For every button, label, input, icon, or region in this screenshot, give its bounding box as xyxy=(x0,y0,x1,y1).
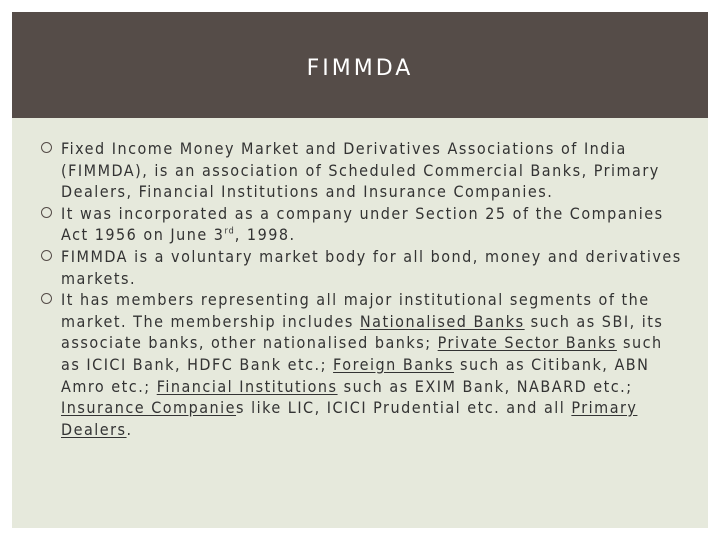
bullet-text: It was incorporated as a company under Section 25 of the Companies Act 1956 on June 3 xyxy=(61,203,664,245)
link-nationalised-banks[interactable]: Nationalised Banks xyxy=(359,311,525,331)
link-foreign-banks[interactable]: Foreign Banks xyxy=(333,354,454,374)
slide-title: FIMMDA xyxy=(306,56,414,81)
circle-bullet-icon xyxy=(41,293,52,304)
link-private-sector-banks[interactable]: Private Sector Banks xyxy=(437,333,617,353)
link-insurance-companies[interactable]: Insurance Companie xyxy=(61,398,237,418)
bullet-text: such as ICICI Bank, HDFC Bank etc.; xyxy=(61,333,663,374)
bullet-text-end: . xyxy=(126,419,133,439)
bullet-text-intro: It has members representing all major institutional segments of the market. The membership includes xyxy=(61,290,650,331)
bullet-text: s like LIC, ICICI Prudential etc. and all xyxy=(236,398,572,418)
bullet-item-members xyxy=(46,289,686,440)
bullet-item-incorporation xyxy=(46,203,686,246)
title-bar xyxy=(12,12,708,118)
circle-bullet-icon xyxy=(41,207,52,218)
link-financial-institutions[interactable]: Financial Institutions xyxy=(156,376,338,396)
bullet-text: such as SBI, its associate banks, other nationalised banks; xyxy=(61,311,664,353)
date-ordinal-suffix: rd xyxy=(224,227,235,238)
bullet-text: such as Citibank, ABN Amro etc.; xyxy=(61,354,650,396)
circle-bullet-icon xyxy=(41,142,52,153)
slide xyxy=(12,12,708,528)
bullet-list xyxy=(46,138,686,440)
bullet-item-fimmda-definition xyxy=(46,138,686,203)
bullet-text-end: , 1998. xyxy=(234,225,296,245)
bullet-text: FIMMDA is a voluntary market body for all bond, money and derivatives markets. xyxy=(61,246,682,288)
bullet-text: Fixed Income Money Market and Derivatives Associations of India (FIMMDA), is an association of Scheduled Commercial Banks, Primary Dealers, Financial Institutions and Insurance Companies. xyxy=(61,139,660,202)
circle-bullet-icon xyxy=(41,250,52,261)
link-primary-dealers[interactable]: Primary Dealers xyxy=(61,398,638,439)
bullet-item-voluntary-body xyxy=(46,246,686,289)
bullet-text: such as EXIM Bank, NABARD etc.; xyxy=(337,376,633,396)
